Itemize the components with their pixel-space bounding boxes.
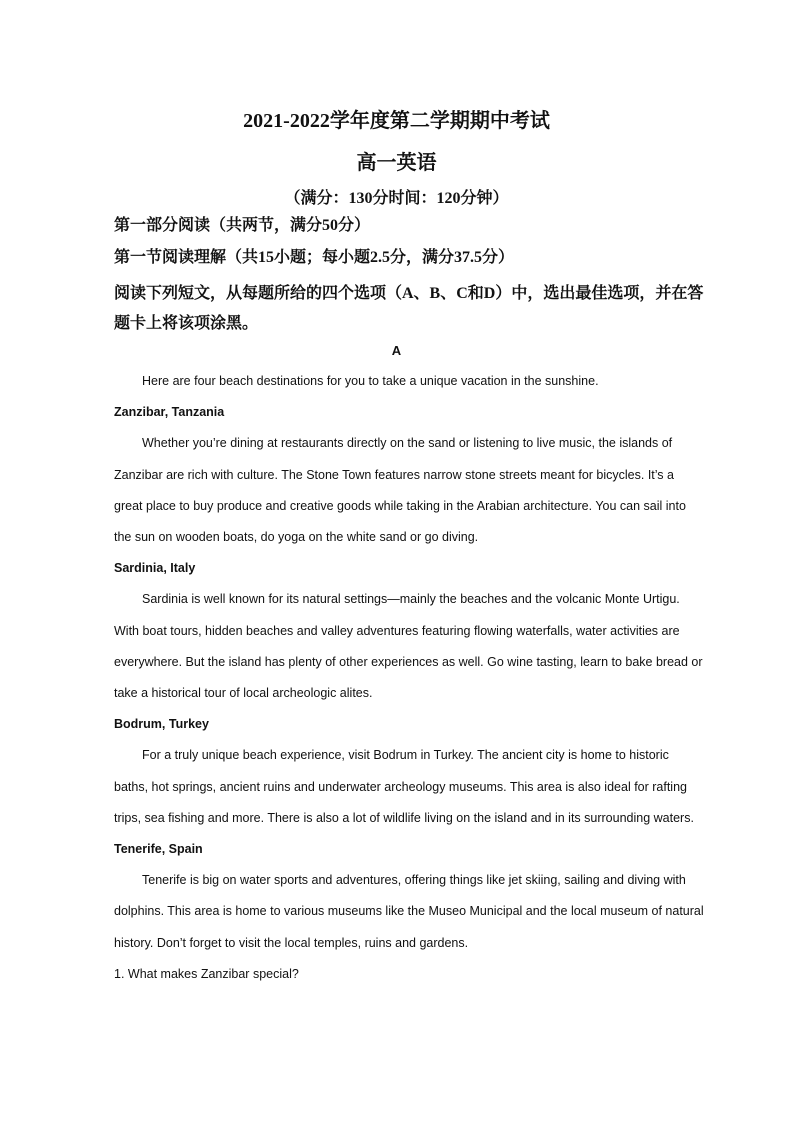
exam-title: 2021-2022学年度第二学期期中考试 — [243, 110, 550, 132]
section-heading-sardinia: Sardinia, Italy — [114, 561, 196, 576]
section-heading-tenerife: Tenerife, Spain — [114, 842, 203, 857]
section-text-bodrum: For a truly unique beach experience, visit Bodrum in Turkey. The ancient city is home to historic baths, hot springs, ancient ruins and underwater archeology museums. This area is also ideal for rafting trips, sea fishing and more. There is also a lot of wildlife living on the island and in its surrounding waters. — [114, 748, 694, 825]
section-text-zanzibar: Whether you’re dining at restaurants directly on the sand or listening to live music, the islands of Zanzibar are rich with culture. The Stone Town features narrow stone streets meant for bicycles. It’s a great place to buy produce and creative goods while taking in the Arabian architecture. You can sail into the sun on wooden boats, do yoga on the white sand or go diving. — [114, 436, 686, 545]
section-heading-bodrum: Bodrum, Turkey — [114, 717, 209, 732]
section-heading-zanzibar: Zanzibar, Tanzania — [114, 405, 225, 420]
directions-text: 阅读下列短文，从每题所给的四个选项（A、B、C和D）中，选出最佳选项，并在答题卡上将该项涂黑。 — [114, 285, 704, 332]
passage-label: A — [391, 343, 402, 358]
section-text-tenerife: Tenerife is big on water sports and adventures, offering things like jet skiing, sailing and diving with dolphins. This area is home to various museums like the Museo Municipal and the local museum of natural history. Don’t forget to visit the local temples, ruins and gardens. — [114, 873, 704, 950]
section-one-heading: 第一节阅读理解（共15小题；每小题2.5分，满分37.5分） — [114, 249, 515, 266]
question-1: 1. What makes Zanzibar special? — [114, 966, 299, 981]
subject-title: 高一英语 — [356, 152, 437, 174]
part-one-heading: 第一部分阅读（共两节，满分50分） — [114, 217, 371, 234]
score-time-info: （满分：130分时间：120分钟） — [284, 190, 509, 207]
passage-intro: Here are four beach destinations for you to take a unique vacation in the sunshine. — [142, 374, 599, 388]
section-text-sardinia: Sardinia is well known for its natural settings—mainly the beaches and the volcanic Monte Urtigu. With boat tours, hidden beaches and valley adventures featuring flowing waterfalls, water activities are everywhere. But the island has plenty of other experiences as well. Go wine tasting, learn to bake bread or take a historical tour of local archeologic alites. — [114, 592, 703, 701]
passage-body — [114, 366, 704, 990]
